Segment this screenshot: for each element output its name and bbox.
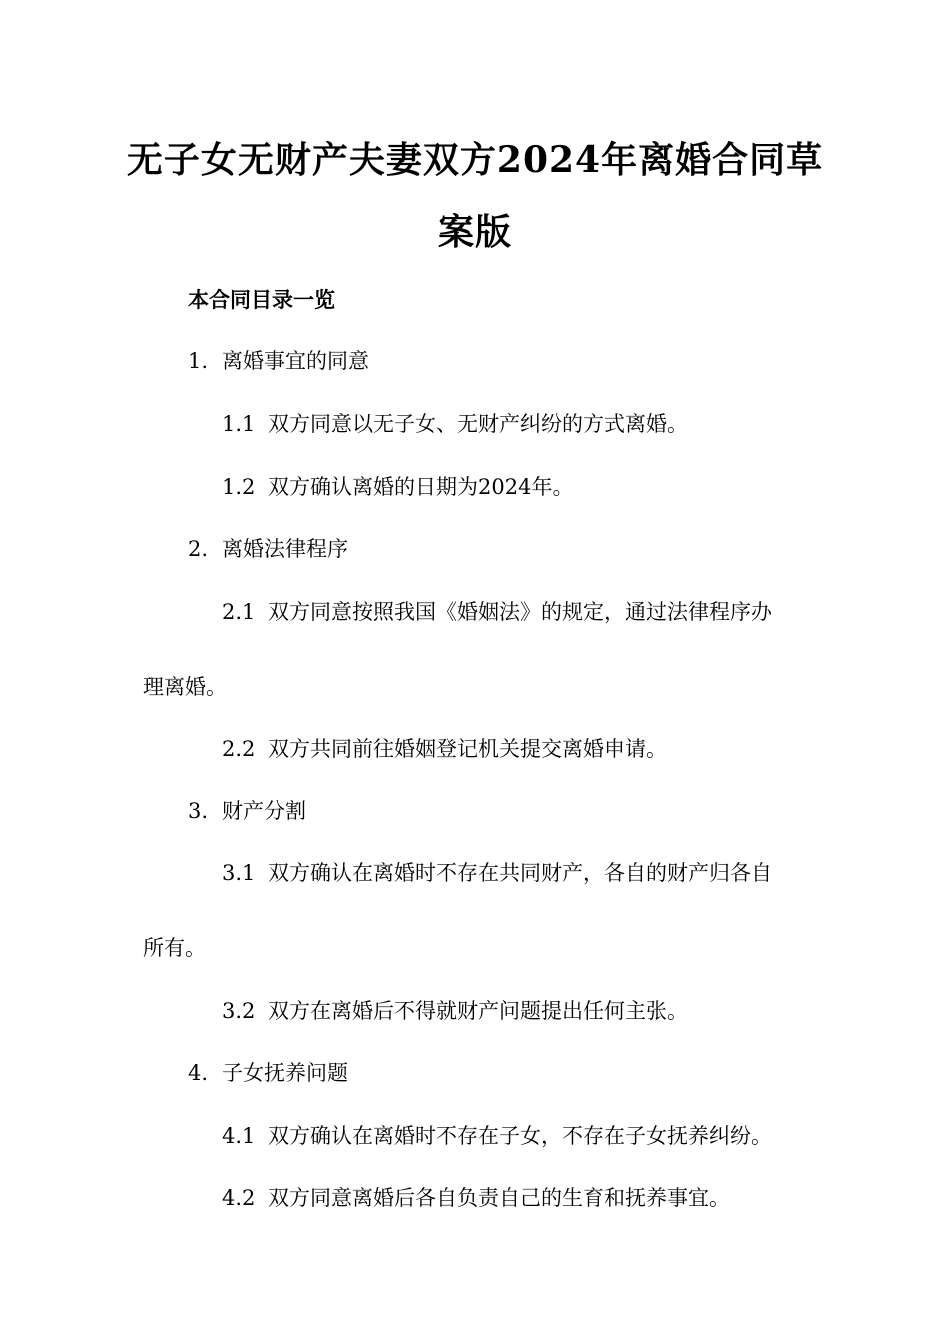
section-number: 2.	[188, 537, 209, 561]
item-text: 双方确认在离婚时不存在子女，不存在子女抚养纠纷。	[268, 1124, 772, 1148]
item-number: 3.2	[222, 999, 256, 1023]
item-text: 双方共同前往婚姻登记机关提交离婚申请。	[268, 737, 667, 761]
section-number: 1.	[188, 349, 209, 373]
toc-item-1-2	[222, 471, 573, 501]
toc-section-4	[188, 1057, 348, 1087]
item-text: 双方确认在离婚时不存在共同财产，各自的财产归各自	[268, 861, 772, 885]
toc-item-1-1	[222, 408, 688, 438]
item-number: 2.1	[222, 600, 256, 624]
toc-section-2	[188, 533, 348, 563]
section-title: 财产分割	[222, 799, 306, 823]
toc-item-3-2	[222, 995, 688, 1025]
toc-item-4-2	[222, 1182, 730, 1212]
item-number: 2.2	[222, 737, 256, 761]
toc-item-2-1-continued: 理离婚。	[143, 675, 227, 699]
item-text: 双方同意以无子女、无财产纠纷的方式离婚。	[268, 412, 688, 436]
section-number: 4.	[188, 1061, 209, 1085]
toc-item-4-1	[222, 1120, 772, 1150]
toc-item-3-1-continued: 所有。	[143, 936, 206, 960]
item-text: 双方确认离婚的日期为2024年。	[268, 475, 574, 499]
section-title: 子女抚养问题	[222, 1061, 348, 1085]
toc-heading: 本合同目录一览	[188, 287, 335, 312]
document-title-line-1: 无子女无财产夫妻双方2024年离婚合同草	[126, 139, 824, 181]
item-number: 1.2	[222, 475, 256, 499]
section-title: 离婚法律程序	[222, 537, 348, 561]
toc-section-1	[188, 345, 369, 375]
toc-item-3-1	[222, 857, 772, 887]
item-text: 双方同意按照我国《婚姻法》的规定，通过法律程序办	[268, 600, 772, 624]
item-number: 4.2	[222, 1186, 256, 1210]
document-title-line-2: 案版	[437, 211, 512, 253]
item-number: 4.1	[222, 1124, 256, 1148]
item-number: 3.1	[222, 861, 256, 885]
item-text: 双方同意离婚后各自负责自己的生育和抚养事宜。	[268, 1186, 730, 1210]
toc-section-3	[188, 795, 306, 825]
toc-item-2-2	[222, 733, 667, 763]
item-number: 1.1	[222, 412, 256, 436]
section-title: 离婚事宜的同意	[222, 349, 369, 373]
section-number: 3.	[188, 799, 209, 823]
toc-item-2-1	[222, 596, 772, 626]
item-text: 双方在离婚后不得就财产问题提出任何主张。	[268, 999, 688, 1023]
